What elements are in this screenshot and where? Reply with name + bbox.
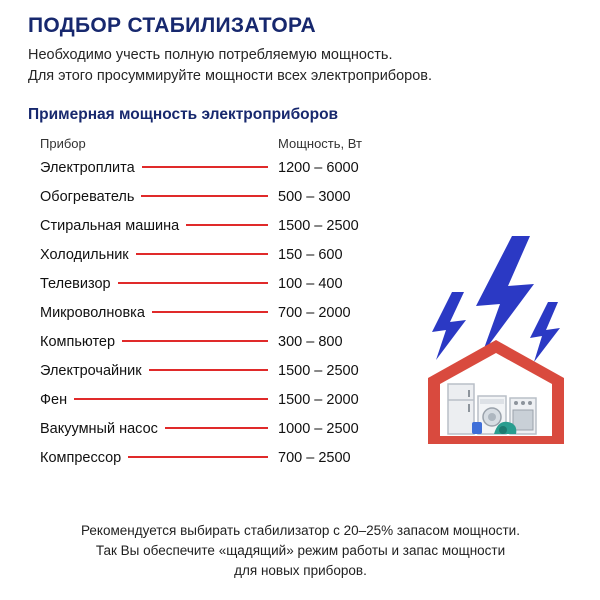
leader-line xyxy=(128,456,268,458)
column-header-device: Прибор xyxy=(40,136,86,151)
device-name: Электроплита xyxy=(40,160,135,176)
power-value: 150 – 600 xyxy=(278,247,343,263)
table-row xyxy=(40,450,440,479)
leader-line xyxy=(165,427,268,429)
table-row xyxy=(40,334,440,363)
table-row xyxy=(40,247,440,276)
intro-text xyxy=(28,45,573,87)
leader-line xyxy=(142,166,268,168)
leader-line xyxy=(122,340,268,342)
table-row xyxy=(40,305,440,334)
table-row xyxy=(40,392,440,421)
device-name: Стиральная машина xyxy=(40,218,180,234)
leader-line xyxy=(141,195,268,197)
device-cell xyxy=(40,421,278,437)
device-cell xyxy=(40,363,278,379)
leader-line xyxy=(149,369,268,371)
table-row xyxy=(40,189,440,218)
footer-line-3: для новых приборов. xyxy=(234,563,367,578)
leader-line xyxy=(136,253,268,255)
device-name: Микроволновка xyxy=(40,305,145,321)
device-name: Обогреватель xyxy=(40,189,135,205)
leader-line xyxy=(186,224,268,226)
device-cell xyxy=(40,247,278,263)
table-row xyxy=(40,276,440,305)
illustration xyxy=(408,228,588,468)
table-header-row xyxy=(40,136,440,160)
section-heading: Примерная мощность электроприборов xyxy=(28,106,339,123)
table-row xyxy=(40,421,440,450)
table-row xyxy=(40,218,440,247)
power-value: 500 – 3000 xyxy=(278,189,351,205)
column-header-power: Мощность, Вт xyxy=(278,136,362,151)
device-cell xyxy=(40,189,278,205)
device-name: Компрессор xyxy=(40,450,122,466)
device-cell xyxy=(40,450,278,466)
lightning-bolt-icon xyxy=(432,292,466,360)
device-name: Электрочайник xyxy=(40,363,142,379)
page-title: ПОДБОР СТАБИЛИЗАТОРА xyxy=(28,14,316,37)
leader-line xyxy=(118,282,268,284)
device-name: Холодильник xyxy=(40,247,129,263)
leader-line xyxy=(74,398,268,400)
device-name: Фен xyxy=(40,392,68,408)
table-row xyxy=(40,160,440,189)
device-name: Телевизор xyxy=(40,276,111,292)
device-cell xyxy=(40,218,278,234)
device-cell xyxy=(40,160,278,176)
power-table xyxy=(40,136,440,479)
intro-line-2: Для этого просуммируйте мощности всех электроприборов. xyxy=(28,68,433,84)
power-value: 700 – 2000 xyxy=(278,305,351,321)
power-value: 100 – 400 xyxy=(278,276,343,292)
device-cell xyxy=(40,392,278,408)
power-value: 700 – 2500 xyxy=(278,450,351,466)
power-value: 1200 – 6000 xyxy=(278,160,359,176)
intro-line-1: Необходимо учесть полную потребляемую мощность. xyxy=(28,47,393,63)
device-cell xyxy=(40,305,278,321)
footer-line-1: Рекомендуется выбирать стабилизатор с 20–25% запасом мощности. xyxy=(81,523,520,538)
device-name: Вакуумный насос xyxy=(40,421,158,437)
footer-line-2: Так Вы обеспечите «щадящий» режим работы и запас мощности xyxy=(95,543,506,558)
table-row xyxy=(40,363,440,392)
device-name: Компьютер xyxy=(40,334,116,350)
device-cell xyxy=(40,334,278,350)
lightning-bolt-icon xyxy=(476,236,534,354)
power-value: 300 – 800 xyxy=(278,334,343,350)
lightning-bolt-icon xyxy=(530,302,560,362)
footer-note xyxy=(28,521,573,581)
power-value: 1500 – 2500 xyxy=(278,363,359,379)
power-value: 1000 – 2500 xyxy=(278,421,359,437)
power-value: 1500 – 2500 xyxy=(278,218,359,234)
device-cell xyxy=(40,276,278,292)
power-value: 1500 – 2000 xyxy=(278,392,359,408)
leader-line xyxy=(152,311,268,313)
